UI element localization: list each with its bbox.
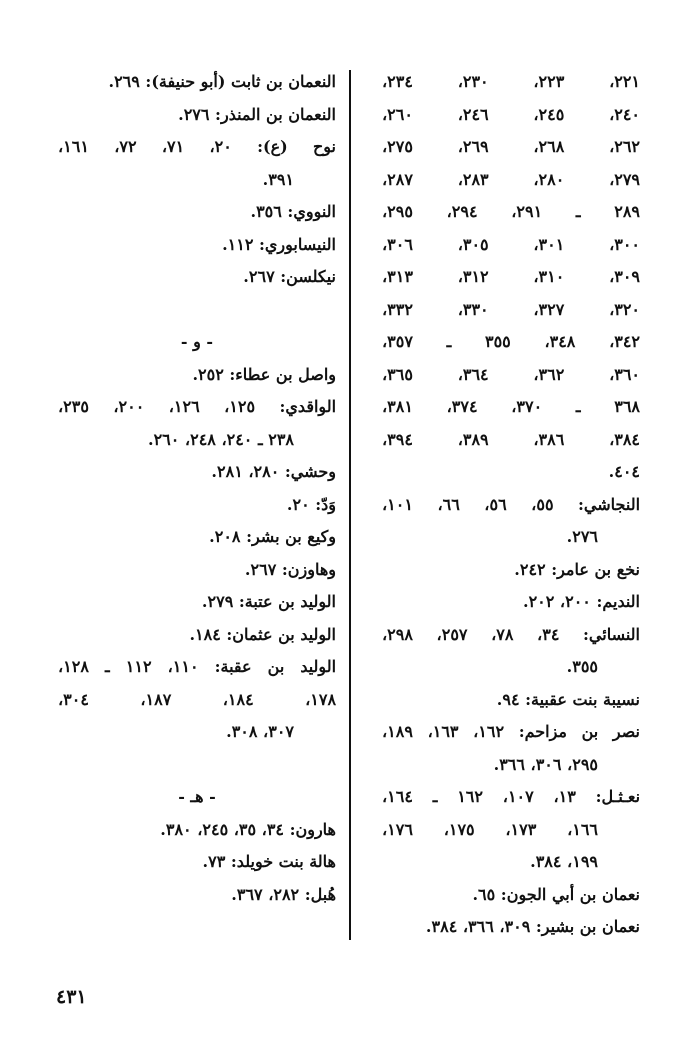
index-entry: النسائي: ٣٤، ٧٨، ٢٥٧، ٢٩٨، — [382, 624, 640, 644]
index-entry: الوليد بن عقبة: ١١٠، ١١٢ ـ ١٢٨، — [58, 657, 336, 676]
index-line: ٣٨٤، ٣٨٦، ٣٨٩، ٣٩٤، — [382, 429, 640, 449]
section-gap — [58, 294, 336, 327]
index-line: ٣٥٥. — [566, 657, 598, 676]
section-heading-waw: - و - — [180, 332, 214, 351]
page-number: ٤٣١ — [56, 986, 87, 1008]
index-entry: نعمان بن أبي الجون: ٦٥. — [472, 884, 640, 904]
index-entry: النجاشي: ٥٥، ٥٦، ٦٦، ١٠١، — [382, 494, 640, 514]
index-entry: الوليد بن عثمان: ١٨٤. — [189, 624, 336, 644]
index-entry: وهاوزن: ٢٦٧. — [244, 559, 336, 579]
index-entry: نصر بن مزاحم: ١٦٢، ١٦٣، ١٨٩، — [382, 722, 640, 741]
index-line: ٣٩١. — [262, 169, 294, 189]
index-line: ١٧٨، ١٨٤، ١٨٧، ٣٠٤، — [58, 689, 336, 709]
index-line: ٣٤٢، ٣٤٨، ٣٥٥ ـ ٣٥٧، — [382, 332, 640, 351]
index-entry: واصل بن عطاء: ٢٥٢. — [192, 364, 336, 384]
index-line: ٣٠٠، ٣٠١، ٣٠٥، ٣٠٦، — [382, 234, 640, 254]
index-entry: نعـثـل: ١٣، ١٠٧، ١٦٢ ـ ١٦٤، — [382, 787, 640, 806]
index-line: ٢٢١، ٢٢٣، ٢٣٠، ٢٣٤، — [382, 72, 640, 91]
index-entry: وكيع بن بشر: ٢٠٨. — [209, 527, 336, 546]
index-line: ٣٦٠، ٣٦٢، ٣٦٤، ٣٦٥، — [382, 364, 640, 384]
index-line: ١٩٩، ٣٨٤. — [530, 852, 598, 871]
index-line: ٢٧٦. — [566, 527, 598, 546]
index-entry: وحشي: ٢٨٠، ٢٨١. — [211, 462, 336, 481]
index-line: ٢٨٩ ـ ٢٩١، ٢٩٤، ٢٩٥، — [382, 202, 640, 221]
index-line: ٢٧٩، ٢٨٠، ٢٨٣، ٢٨٧، — [382, 169, 640, 189]
index-line: ٣٦٨ ـ ٣٧٠، ٣٧٤، ٣٨١، — [382, 397, 640, 416]
index-entry: هُبل: ٢٨٢، ٣٦٧. — [231, 884, 336, 904]
index-column-right — [382, 66, 640, 944]
section-heading-ha: - هـ - — [178, 787, 216, 806]
index-line: ٢٤٠، ٢٤٥، ٢٤٦، ٢٦٠، — [382, 104, 640, 124]
index-line: ٣٢٠، ٣٢٧، ٣٣٠، ٣٣٢، — [382, 299, 640, 319]
index-entry: النعمان بن ثابت (أبو حنيفة): ٢٦٩. — [108, 72, 336, 91]
index-entry: النووي: ٣٥٦. — [250, 202, 336, 221]
index-entry: نسيبة بنت عقبية: ٩٤. — [496, 689, 640, 709]
index-line: ٣٠٧، ٣٠٨. — [226, 722, 294, 741]
section-gap — [58, 749, 336, 782]
index-entry: النعمان بن المنذر: ٢٧٦. — [178, 104, 336, 124]
index-line: ٢٣٨ ـ ٢٤٠، ٢٤٨، ٢٦٠. — [148, 429, 294, 449]
index-line: ٣٠٩، ٣١٠، ٣١٢، ٣١٣، — [382, 267, 640, 286]
index-entry: النديم: ٢٠٠، ٢٠٢. — [523, 592, 640, 611]
index-column-left — [58, 66, 336, 911]
column-divider — [349, 70, 351, 940]
index-entry: نعمان بن بشير: ٣٠٩، ٣٦٦، ٣٨٤. — [425, 917, 640, 936]
index-line: ٤٠٤. — [608, 462, 640, 481]
index-line: ٢٦٢، ٢٦٨، ٢٦٩، ٢٧٥، — [382, 137, 640, 156]
index-line: ٢٩٥، ٣٠٦، ٣٦٦. — [493, 754, 598, 774]
index-entry: الواقدي: ١٢٥، ١٢٦، ٢٠٠، ٢٣٥، — [58, 397, 336, 416]
index-entry: وَدّ: ٢٠. — [286, 494, 336, 514]
index-entry: هالة بنت خويلد: ٧٣. — [202, 852, 336, 871]
index-entry: نيكلسن: ٢٦٧. — [243, 267, 336, 286]
index-entry: نخع بن عامر: ٢٤٢. — [514, 559, 640, 579]
index-entry: نوح (ع): ٢٠، ٧١، ٧٢، ١٦١، — [58, 137, 336, 156]
index-entry: الوليد بن عتبة: ٢٧٩. — [201, 592, 336, 611]
index-entry: النيسابوري: ١١٢. — [222, 234, 336, 254]
index-entry: هارون: ٣٤، ٣٥، ٢٤٥، ٣٨٠. — [160, 819, 336, 839]
index-line: ١٦٦، ١٧٣، ١٧٥، ١٧٦، — [382, 819, 599, 839]
